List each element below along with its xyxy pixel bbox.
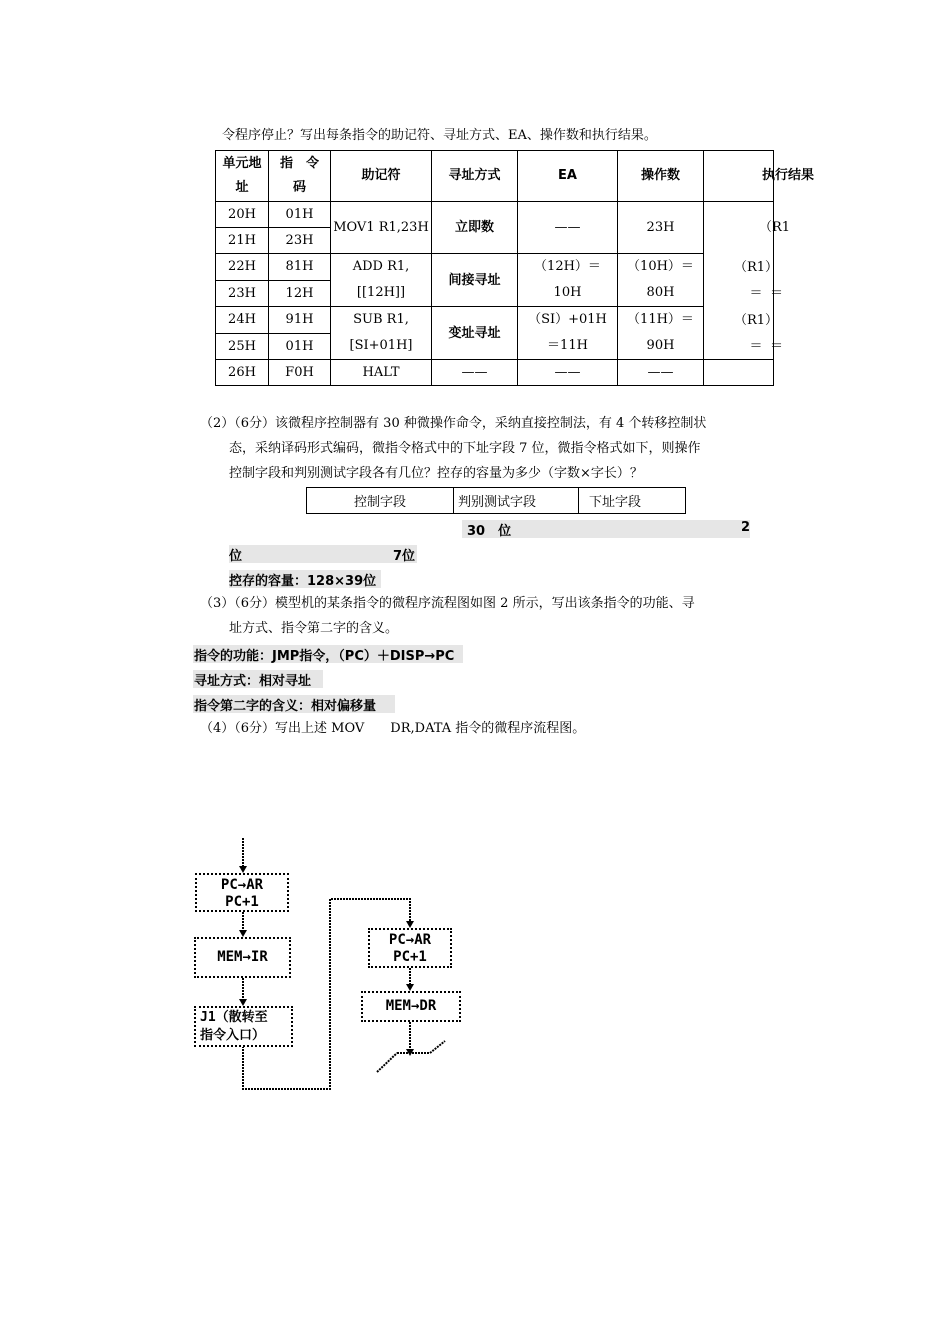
header-mode: 寻址方式 [432, 151, 518, 202]
table-cell-operand: （11H）＝ 90H [618, 307, 704, 360]
table-cell-mode: 立即数 [432, 202, 518, 254]
table-cell-operand: （10H）＝ 80H [618, 254, 704, 307]
table-cell-code: 01H [269, 333, 331, 360]
table-cell-addr: 20H [216, 202, 269, 228]
q3-line2: 址方式、指令第二字的含义。 [229, 621, 399, 636]
table-cell-code: 91H [269, 307, 331, 334]
header-operand: 操作数 [618, 151, 704, 202]
table-cell-mode: 变址寻址 [432, 307, 518, 360]
field-test: 判别测试字段 [454, 488, 579, 514]
table-cell-addr: 23H [216, 280, 269, 307]
table-cell-mnemonic: ADD R1, [[12H]] [331, 254, 432, 307]
table-cell-mode: 间接寻址 [432, 254, 518, 307]
intro-text: 令程序停止？写出每条指令的助记符、寻址方式、EA、操作数和执行结果。 [222, 128, 657, 143]
field-next-address: 下址字段 [579, 488, 686, 514]
table-cell-operand: 23H [618, 202, 704, 254]
mode-answer: 寻址方式：相对寻址 [194, 674, 312, 689]
field-control: 控制字段 [307, 488, 454, 514]
answer-2: 2 [741, 520, 751, 535]
table-cell-mnemonic: SUB R1, [SI+01H] [331, 307, 432, 360]
flow-box-dispatch: J1（散转至 指令入口） [194, 1006, 293, 1047]
table-cell-addr: 24H [216, 307, 269, 334]
header-code: 指 令 码 [269, 151, 331, 202]
q4-line1: （4）（6分）写出上述 MOV DR,DATA 指令的微程序流程图。 [200, 721, 586, 736]
table-cell-mnemonic: MOV1 R1,23H [331, 202, 432, 254]
flow-box-mem-ir: MEM→IR [194, 937, 291, 978]
q3-line1: （3）（6分）模型机的某条指令的微程序流程图如图 2 所示，写出该条指令的功能、寻 [200, 596, 695, 611]
header-addr: 单元地 址 [216, 151, 269, 202]
table-cell-result: （R1）＝ ＝ [704, 307, 774, 360]
table-cell-code: F0H [269, 360, 331, 386]
table-cell-result: （R1）＝ ＝ [704, 254, 774, 307]
capacity-answer: 控存的容量：128×39位 [229, 574, 377, 589]
table-cell-mnemonic: HALT [331, 360, 432, 386]
table-cell-addr: 26H [216, 360, 269, 386]
table-cell-mode: —— [432, 360, 518, 386]
flow-box-fetch: PC→AR PC+1 [195, 873, 289, 912]
flow-box-fetch-operand: PC→AR PC+1 [368, 928, 452, 968]
meaning-answer: 指令第二字的含义：相对偏移量 [194, 699, 377, 714]
table-cell-code: 81H [269, 254, 331, 281]
q2-line3: 控制字段和判别测试字段各有几位？控存的容量为多少（字数×字长）？ [229, 466, 643, 481]
table-cell-ea: —— [518, 202, 618, 254]
table-cell-operand: —— [618, 360, 704, 386]
table-cell-code: 12H [269, 280, 331, 307]
q2-line1: （2）（6分）该微程序控制器有 30 种微操作命令，采纳直接控制法，有 4 个转移控制状 [200, 416, 707, 431]
table-cell-code: 23H [269, 228, 331, 254]
table-cell-ea: （SI）+01H ＝11H [518, 307, 618, 360]
table-cell-addr: 21H [216, 228, 269, 254]
q2-line2: 态，采纳译码形式编码，微指令格式中的下址字段 7 位，微指令格式如下，则操作 [229, 441, 701, 456]
table-cell-code: 01H [269, 202, 331, 228]
answer-wei: 位 [229, 549, 243, 564]
header-mnemonic: 助记符 [331, 151, 432, 202]
header-result: 执行结果 [704, 151, 774, 202]
table-cell-addr: 25H [216, 333, 269, 360]
table-cell-result: （R1 [704, 202, 774, 254]
answer-7: 7位 [393, 549, 416, 564]
answer-30: 30 位 [467, 524, 512, 539]
table-cell-ea: （12H）＝ 10H [518, 254, 618, 307]
header-ea: EA [518, 151, 618, 202]
function-answer: 指令的功能：JMP指令，（PC）＋DISP→PC [194, 649, 455, 664]
flow-box-mem-dr: MEM→DR [361, 991, 461, 1022]
table-cell-ea: —— [518, 360, 618, 386]
table-cell-addr: 22H [216, 254, 269, 281]
